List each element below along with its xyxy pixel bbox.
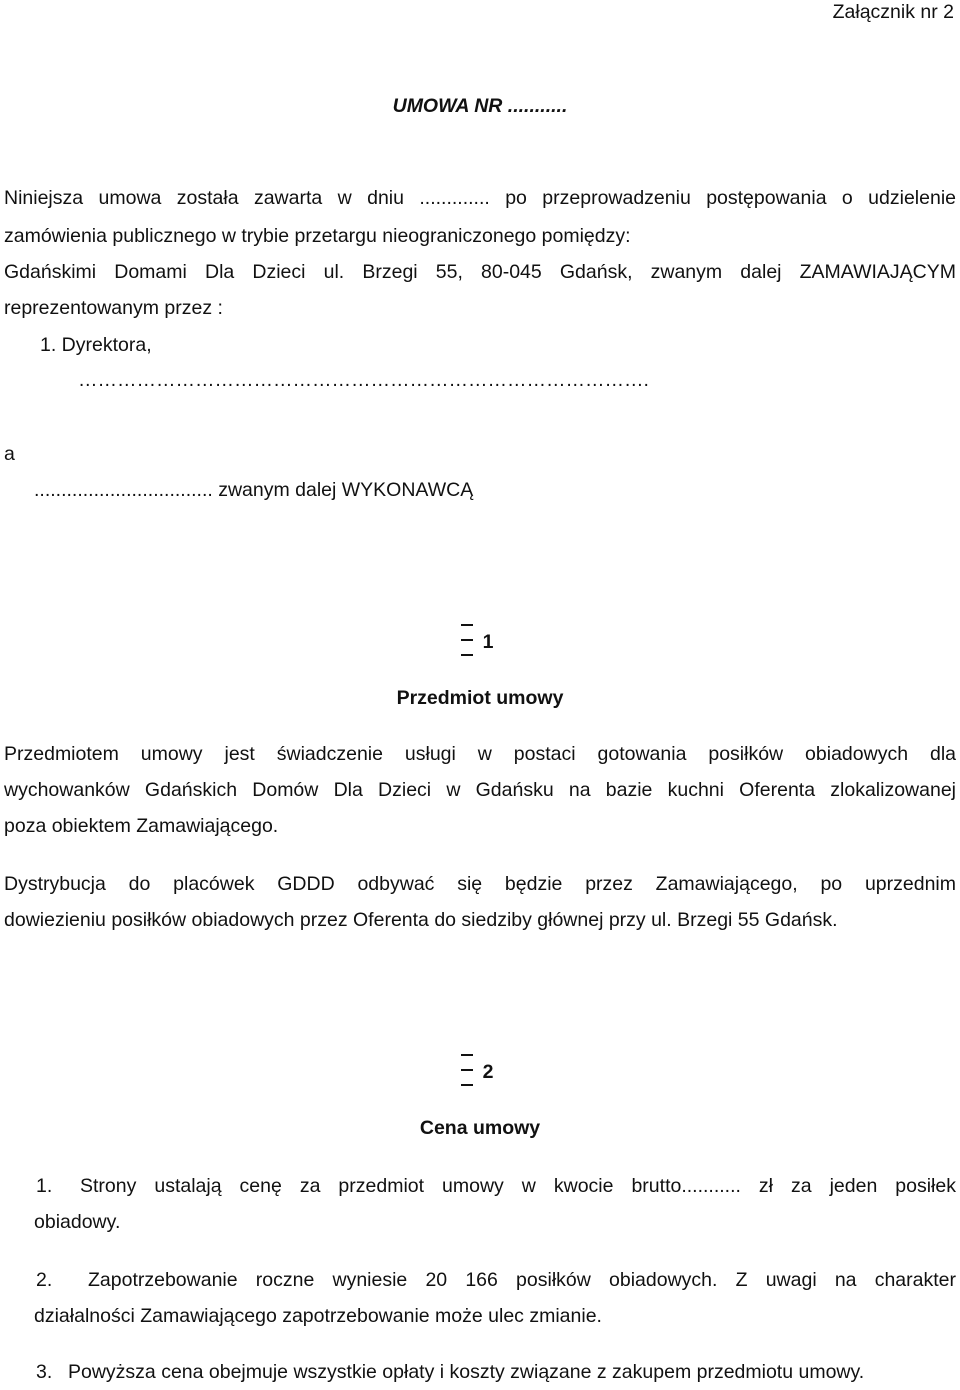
intro-line-3: Gdańskimi Domami Dla Dzieci ul. Brzegi 55, 80-045 Gdańsk, zwanym dalej ZAMAWIAJĄCYM (4, 261, 956, 283)
section-1-mark: 1 (483, 624, 494, 660)
section-1-title: Przedmiot umowy (396, 687, 564, 709)
section-1-p1-line-2: wychowanków Gdańskich Domów Dla Dzieci w Gdańsku na bazie kuchni Oferenta zlokalizowanej (4, 779, 956, 801)
and-label: a (4, 443, 15, 465)
section-sign-icon (461, 1054, 473, 1086)
section-1-heading (8, 624, 960, 660)
price-item-1-number: 1. (36, 1175, 53, 1197)
price-item-3-number: 3. (36, 1361, 53, 1383)
price-item-3-line-1: Powyższa cena obejmuje wszystkie opłaty i koszty związane z zakupem przedmiotu umowy. (68, 1361, 865, 1383)
price-item-1-line-2: obiadowy. (34, 1211, 121, 1233)
section-1-p1-line-1: Przedmiotem umowy jest świadczenie usługi w postaci gotowania posiłków obiadowych dla (4, 743, 956, 765)
section-2-heading (8, 1054, 960, 1090)
contract-title: UMOWA NR ........... (392, 95, 568, 117)
section-1-p2-line-1: Dystrybucja do placówek GDDD odbywać się będzie przez Zamawiającego, po uprzednim (4, 873, 956, 895)
price-item-1-line-1: Strony ustalają cenę za przedmiot umowy w kwocie brutto........... zł za jeden posiłek (80, 1175, 956, 1197)
intro-line-1: Niniejsza umowa została zawarta w dniu ............. po przeprowadzeniu postępowania o udzielenie (4, 187, 956, 209)
price-item-2-line-1: Zapotrzebowanie roczne wyniesie 20 166 posiłków obiadowych. Z uwagi na charakter (88, 1269, 956, 1291)
representative-dots: ……………………………………………………………………………. (78, 369, 649, 391)
price-item-2-line-2: działalności Zamawiającego zapotrzebowanie może ulec zmianie. (34, 1305, 602, 1327)
section-1-p1-line-3: poza obiektem Zamawiającego. (4, 815, 279, 837)
section-2-title: Cena umowy (419, 1117, 541, 1139)
section-2-mark: 2 (483, 1054, 494, 1090)
representative-item: 1. Dyrektora, (40, 334, 152, 356)
section-sign-icon (461, 624, 473, 656)
price-item-2-number: 2. (36, 1269, 53, 1291)
attachment-label: Załącznik nr 2 (832, 1, 954, 23)
section-1-p2-line-2: dowiezieniu posiłków obiadowych przez Oferenta do siedziby głównej przy ul. Brzegi 55 Gdańsk. (4, 909, 838, 931)
contractor-line: ................................. zwanym dalej WYKONAWCĄ (34, 479, 474, 501)
intro-line-4: reprezentowanym przez : (4, 297, 223, 319)
intro-line-2: zamówienia publicznego w trybie przetargu nieograniczonego pomiędzy: (4, 225, 631, 247)
